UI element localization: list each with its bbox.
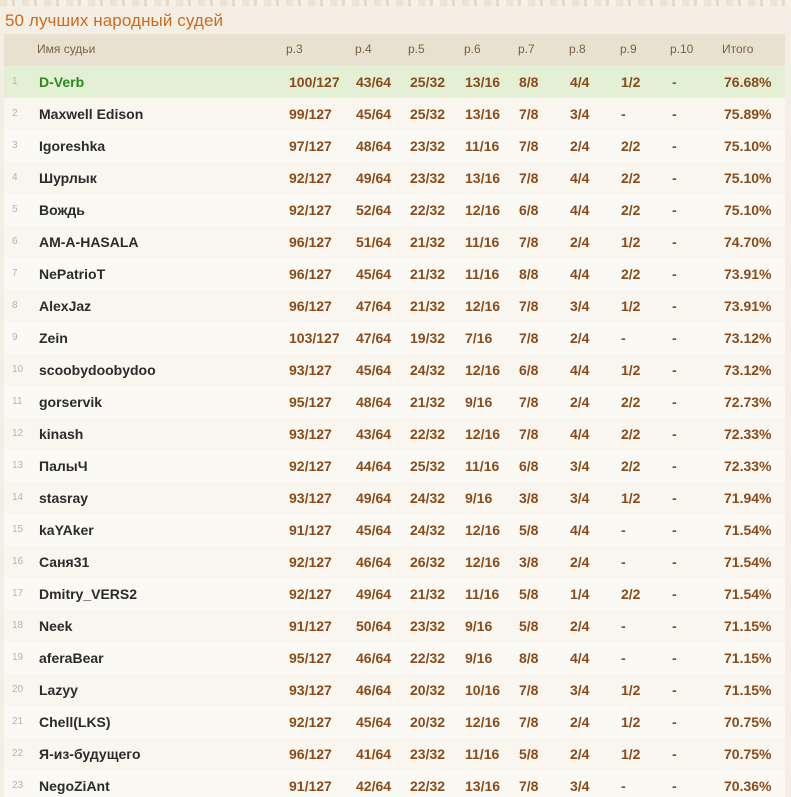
judge-name[interactable]: Chell(LKS) bbox=[39, 714, 111, 730]
round-6-score: 12/16 bbox=[465, 554, 501, 570]
judge-name[interactable]: Maxwell Edison bbox=[39, 106, 144, 122]
judge-name[interactable]: gorservik bbox=[39, 394, 103, 410]
total-percent: 70.75% bbox=[724, 746, 772, 762]
round-9-score: - bbox=[621, 650, 626, 666]
round-3-score: 92/127 bbox=[289, 458, 332, 474]
total-percent: 73.91% bbox=[724, 298, 772, 314]
total-percent: 75.10% bbox=[724, 138, 772, 154]
round-9-score: 2/2 bbox=[621, 138, 641, 154]
round-8-score: 4/4 bbox=[570, 266, 590, 282]
round-4-score: 45/64 bbox=[356, 266, 392, 282]
header-round-6: р.6 bbox=[464, 42, 481, 56]
round-9-score: - bbox=[621, 778, 626, 794]
round-10-score: - bbox=[672, 330, 677, 346]
row-index: 11 bbox=[12, 396, 23, 407]
round-8-score: 2/4 bbox=[570, 138, 590, 154]
round-6-score: 11/16 bbox=[465, 138, 500, 154]
round-9-score: 2/2 bbox=[621, 202, 641, 218]
table-row bbox=[4, 322, 785, 354]
round-9-score: 1/2 bbox=[621, 362, 641, 378]
round-7-score: 7/8 bbox=[519, 682, 539, 698]
table-row bbox=[4, 386, 785, 418]
row-index: 2 bbox=[12, 108, 18, 119]
round-4-score: 42/64 bbox=[356, 778, 392, 794]
round-5-score: 22/32 bbox=[410, 650, 446, 666]
judge-name[interactable]: Вождь bbox=[39, 202, 85, 218]
round-8-score: 2/4 bbox=[570, 234, 590, 250]
table-body bbox=[4, 66, 785, 797]
round-3-score: 93/127 bbox=[289, 362, 332, 378]
row-index: 17 bbox=[12, 588, 24, 599]
round-8-score: 4/4 bbox=[570, 74, 590, 90]
row-index: 19 bbox=[12, 652, 24, 663]
round-6-score: 11/16 bbox=[465, 746, 500, 762]
row-index: 18 bbox=[12, 620, 24, 631]
round-8-score: 4/4 bbox=[570, 362, 590, 378]
total-percent: 73.12% bbox=[724, 330, 772, 346]
round-4-score: 44/64 bbox=[356, 458, 392, 474]
judge-name[interactable]: Lazyy bbox=[39, 682, 78, 698]
round-9-score: 1/2 bbox=[621, 74, 641, 90]
table-row bbox=[4, 610, 785, 642]
round-3-score: 96/127 bbox=[289, 298, 332, 314]
round-9-score: 2/2 bbox=[621, 458, 641, 474]
round-8-score: 2/4 bbox=[570, 330, 590, 346]
judge-name[interactable]: ПалыЧ bbox=[39, 458, 88, 474]
round-3-score: 91/127 bbox=[289, 618, 332, 634]
round-7-score: 7/8 bbox=[519, 394, 539, 410]
total-percent: 74.70% bbox=[724, 234, 772, 250]
round-7-score: 7/8 bbox=[519, 234, 539, 250]
row-index: 6 bbox=[12, 236, 18, 247]
round-10-score: - bbox=[672, 682, 677, 698]
round-5-score: 21/32 bbox=[410, 266, 446, 282]
total-percent: 70.36% bbox=[724, 778, 772, 794]
table-row bbox=[4, 354, 785, 386]
total-percent: 72.33% bbox=[724, 426, 772, 442]
row-index: 10 bbox=[12, 364, 24, 375]
round-6-score: 7/16 bbox=[465, 330, 493, 346]
round-4-score: 51/64 bbox=[356, 234, 392, 250]
round-9-score: - bbox=[621, 554, 626, 570]
round-6-score: 9/16 bbox=[465, 490, 493, 506]
round-6-score: 13/16 bbox=[465, 74, 501, 90]
round-4-score: 46/64 bbox=[356, 554, 392, 570]
round-10-score: - bbox=[672, 522, 677, 538]
judge-name[interactable]: Я-из-будущего bbox=[39, 746, 141, 762]
round-6-score: 10/16 bbox=[465, 682, 501, 698]
header-round-9: р.9 bbox=[620, 42, 637, 56]
round-8-score: 2/4 bbox=[570, 714, 590, 730]
round-6-score: 13/16 bbox=[465, 170, 501, 186]
round-9-score: 1/2 bbox=[621, 490, 641, 506]
round-6-score: 9/16 bbox=[465, 618, 493, 634]
table-row bbox=[4, 674, 785, 706]
round-3-score: 93/127 bbox=[289, 426, 332, 442]
round-9-score: 2/2 bbox=[621, 586, 641, 602]
judge-name[interactable]: D-Verb bbox=[39, 74, 85, 90]
round-5-score: 21/32 bbox=[410, 298, 446, 314]
round-8-score: 4/4 bbox=[570, 170, 590, 186]
round-4-score: 46/64 bbox=[356, 682, 392, 698]
round-5-score: 23/32 bbox=[410, 618, 446, 634]
round-6-score: 12/16 bbox=[465, 714, 501, 730]
round-5-score: 21/32 bbox=[410, 234, 446, 250]
round-9-score: 1/2 bbox=[621, 714, 641, 730]
table-row bbox=[4, 578, 785, 610]
round-3-score: 93/127 bbox=[289, 490, 332, 506]
round-8-score: 4/4 bbox=[570, 650, 590, 666]
round-8-score: 3/4 bbox=[570, 778, 590, 794]
round-5-score: 26/32 bbox=[410, 554, 446, 570]
round-5-score: 22/32 bbox=[410, 778, 446, 794]
table-row bbox=[4, 642, 785, 674]
round-3-score: 92/127 bbox=[289, 586, 332, 602]
total-percent: 75.10% bbox=[724, 170, 772, 186]
round-4-score: 45/64 bbox=[356, 106, 392, 122]
round-3-score: 99/127 bbox=[289, 106, 332, 122]
round-10-score: - bbox=[672, 778, 677, 794]
round-6-score: 13/16 bbox=[465, 778, 501, 794]
round-3-score: 92/127 bbox=[289, 202, 332, 218]
round-3-score: 92/127 bbox=[289, 714, 332, 730]
round-9-score: - bbox=[621, 330, 626, 346]
round-7-score: 3/8 bbox=[519, 554, 539, 570]
round-3-score: 96/127 bbox=[289, 266, 332, 282]
round-7-score: 7/8 bbox=[519, 714, 539, 730]
round-8-score: 3/4 bbox=[570, 298, 590, 314]
round-10-score: - bbox=[672, 266, 677, 282]
judge-name[interactable]: scoobydoobydoo bbox=[39, 362, 156, 378]
header-round-5: р.5 bbox=[408, 42, 425, 56]
round-10-score: - bbox=[672, 298, 677, 314]
table-row bbox=[4, 162, 785, 194]
round-7-score: 7/8 bbox=[519, 138, 539, 154]
decorative-top-band bbox=[0, 0, 791, 6]
row-index: 16 bbox=[12, 556, 24, 567]
round-3-score: 92/127 bbox=[289, 170, 332, 186]
round-5-score: 21/32 bbox=[410, 586, 446, 602]
row-index: 4 bbox=[12, 172, 18, 183]
round-8-score: 3/4 bbox=[570, 682, 590, 698]
total-percent: 73.91% bbox=[724, 266, 772, 282]
round-7-score: 8/8 bbox=[519, 266, 539, 282]
round-7-score: 5/8 bbox=[519, 522, 539, 538]
total-percent: 71.54% bbox=[724, 522, 772, 538]
table-row bbox=[4, 194, 785, 226]
round-7-score: 5/8 bbox=[519, 618, 539, 634]
round-5-score: 23/32 bbox=[410, 746, 446, 762]
round-9-score: 1/2 bbox=[621, 682, 641, 698]
round-10-score: - bbox=[672, 362, 677, 378]
round-10-score: - bbox=[672, 554, 677, 570]
round-9-score: 1/2 bbox=[621, 234, 641, 250]
round-10-score: - bbox=[672, 106, 677, 122]
round-5-score: 24/32 bbox=[410, 362, 446, 378]
round-10-score: - bbox=[672, 394, 677, 410]
round-10-score: - bbox=[672, 170, 677, 186]
round-3-score: 96/127 bbox=[289, 234, 332, 250]
round-7-score: 6/8 bbox=[519, 362, 539, 378]
row-index: 9 bbox=[12, 332, 18, 343]
round-4-score: 49/64 bbox=[356, 586, 392, 602]
row-index: 20 bbox=[12, 684, 24, 695]
round-4-score: 48/64 bbox=[356, 138, 392, 154]
round-4-score: 49/64 bbox=[356, 170, 392, 186]
round-4-score: 48/64 bbox=[356, 394, 392, 410]
round-5-score: 23/32 bbox=[410, 170, 446, 186]
total-percent: 71.94% bbox=[724, 490, 772, 506]
header-round-10: р.10 bbox=[670, 42, 694, 56]
round-10-score: - bbox=[672, 746, 677, 762]
round-3-score: 95/127 bbox=[289, 650, 332, 666]
total-percent: 75.10% bbox=[724, 202, 772, 218]
header-round-7: р.7 bbox=[518, 42, 535, 56]
table-row bbox=[4, 450, 785, 482]
table-row bbox=[4, 482, 785, 514]
round-9-score: 1/2 bbox=[621, 746, 641, 762]
round-8-score: 4/4 bbox=[570, 202, 590, 218]
round-7-score: 5/8 bbox=[519, 586, 539, 602]
judge-name[interactable]: Dmitry_VERS2 bbox=[39, 586, 138, 602]
round-10-score: - bbox=[672, 234, 677, 250]
round-3-score: 91/127 bbox=[289, 522, 332, 538]
round-9-score: 2/2 bbox=[621, 266, 641, 282]
round-8-score: 2/4 bbox=[570, 394, 590, 410]
table-row bbox=[4, 418, 785, 450]
round-6-score: 11/16 bbox=[465, 586, 500, 602]
round-3-score: 103/127 bbox=[289, 330, 340, 346]
round-8-score: 4/4 bbox=[570, 426, 590, 442]
round-10-score: - bbox=[672, 202, 677, 218]
round-9-score: - bbox=[621, 618, 626, 634]
judge-name[interactable]: kaYAker bbox=[39, 522, 94, 538]
round-7-score: 6/8 bbox=[519, 202, 539, 218]
round-10-score: - bbox=[672, 586, 677, 602]
round-10-score: - bbox=[672, 650, 677, 666]
round-7-score: 7/8 bbox=[519, 330, 539, 346]
round-7-score: 7/8 bbox=[519, 106, 539, 122]
table-row bbox=[4, 226, 785, 258]
round-9-score: 1/2 bbox=[621, 298, 641, 314]
round-10-score: - bbox=[672, 458, 677, 474]
total-percent: 71.54% bbox=[724, 586, 772, 602]
row-index: 13 bbox=[12, 460, 24, 471]
row-index: 1 bbox=[12, 76, 18, 87]
header-round-4: р.4 bbox=[355, 42, 372, 56]
round-4-score: 47/64 bbox=[356, 330, 392, 346]
round-9-score: 2/2 bbox=[621, 170, 641, 186]
row-index: 21 bbox=[12, 716, 24, 727]
judge-name[interactable]: Шурлык bbox=[39, 170, 97, 186]
round-10-score: - bbox=[672, 490, 677, 506]
header-round-8: р.8 bbox=[569, 42, 586, 56]
judges-table bbox=[4, 34, 785, 797]
page-title: 50 лучших народный судей bbox=[5, 11, 224, 30]
table-row bbox=[4, 66, 785, 98]
table-row bbox=[4, 738, 785, 770]
round-9-score: - bbox=[621, 106, 626, 122]
round-4-score: 49/64 bbox=[356, 490, 392, 506]
round-5-score: 23/32 bbox=[410, 138, 446, 154]
round-4-score: 43/64 bbox=[356, 426, 392, 442]
round-7-score: 3/8 bbox=[519, 490, 539, 506]
round-3-score: 92/127 bbox=[289, 554, 332, 570]
round-5-score: 20/32 bbox=[410, 714, 446, 730]
round-4-score: 45/64 bbox=[356, 362, 392, 378]
judge-name[interactable]: NegoZiAnt bbox=[39, 778, 110, 794]
total-percent: 71.15% bbox=[724, 618, 772, 634]
round-5-score: 25/32 bbox=[410, 458, 446, 474]
round-7-score: 7/8 bbox=[519, 298, 539, 314]
row-index: 8 bbox=[12, 300, 18, 311]
total-percent: 76.68% bbox=[724, 74, 772, 90]
round-3-score: 100/127 bbox=[289, 74, 340, 90]
row-index: 5 bbox=[12, 204, 18, 215]
total-percent: 71.54% bbox=[724, 554, 772, 570]
table-header bbox=[4, 34, 785, 66]
judge-name[interactable]: Neek bbox=[39, 618, 73, 634]
round-10-score: - bbox=[672, 138, 677, 154]
round-5-score: 25/32 bbox=[410, 74, 446, 90]
round-10-score: - bbox=[672, 714, 677, 730]
round-4-score: 41/64 bbox=[356, 746, 392, 762]
round-5-score: 24/32 bbox=[410, 490, 446, 506]
round-10-score: - bbox=[672, 618, 677, 634]
judge-name[interactable]: AlexJaz bbox=[39, 298, 92, 314]
table-row bbox=[4, 258, 785, 290]
row-index: 22 bbox=[12, 748, 24, 759]
table-row bbox=[4, 706, 785, 738]
total-percent: 71.15% bbox=[724, 682, 772, 698]
table-row bbox=[4, 514, 785, 546]
round-10-score: - bbox=[672, 74, 677, 90]
round-7-score: 8/8 bbox=[519, 650, 539, 666]
round-7-score: 6/8 bbox=[519, 458, 539, 474]
round-3-score: 96/127 bbox=[289, 746, 332, 762]
row-index: 23 bbox=[12, 780, 24, 791]
round-6-score: 12/16 bbox=[465, 522, 501, 538]
round-5-score: 19/32 bbox=[410, 330, 446, 346]
judge-name[interactable]: kinash bbox=[39, 426, 84, 442]
judge-name[interactable]: Саня31 bbox=[39, 554, 90, 570]
round-6-score: 12/16 bbox=[465, 202, 501, 218]
row-index: 15 bbox=[12, 524, 24, 535]
judge-name[interactable]: aferaBear bbox=[39, 650, 104, 666]
round-10-score: - bbox=[672, 426, 677, 442]
round-6-score: 13/16 bbox=[465, 106, 501, 122]
total-percent: 72.73% bbox=[724, 394, 772, 410]
total-percent: 72.33% bbox=[724, 458, 772, 474]
round-4-score: 50/64 bbox=[356, 618, 392, 634]
round-3-score: 97/127 bbox=[289, 138, 332, 154]
round-7-score: 7/8 bbox=[519, 426, 539, 442]
round-6-score: 12/16 bbox=[465, 426, 501, 442]
header-name: Имя судьи bbox=[37, 42, 96, 56]
total-percent: 71.15% bbox=[724, 650, 772, 666]
round-8-score: 2/4 bbox=[570, 554, 590, 570]
round-5-score: 20/32 bbox=[410, 682, 446, 698]
round-4-score: 45/64 bbox=[356, 522, 392, 538]
round-8-score: 4/4 bbox=[570, 522, 590, 538]
total-percent: 73.12% bbox=[724, 362, 772, 378]
round-8-score: 2/4 bbox=[570, 618, 590, 634]
judge-name[interactable]: Zein bbox=[39, 330, 68, 346]
round-4-score: 47/64 bbox=[356, 298, 392, 314]
total-percent: 70.75% bbox=[724, 714, 772, 730]
round-5-score: 25/32 bbox=[410, 106, 446, 122]
row-index: 12 bbox=[12, 428, 24, 439]
table-row bbox=[4, 98, 785, 130]
round-6-score: 9/16 bbox=[465, 394, 493, 410]
round-6-score: 11/16 bbox=[465, 266, 500, 282]
row-index: 14 bbox=[12, 492, 24, 503]
round-9-score: 2/2 bbox=[621, 394, 641, 410]
round-9-score: - bbox=[621, 522, 626, 538]
round-8-score: 2/4 bbox=[570, 746, 590, 762]
round-4-score: 43/64 bbox=[356, 74, 392, 90]
round-4-score: 46/64 bbox=[356, 650, 392, 666]
table-row bbox=[4, 770, 785, 797]
round-6-score: 9/16 bbox=[465, 650, 493, 666]
round-6-score: 11/16 bbox=[465, 458, 500, 474]
round-5-score: 24/32 bbox=[410, 522, 446, 538]
round-3-score: 93/127 bbox=[289, 682, 332, 698]
judge-name[interactable]: Igoreshka bbox=[39, 138, 106, 154]
round-8-score: 1/4 bbox=[570, 586, 590, 602]
round-3-score: 95/127 bbox=[289, 394, 332, 410]
round-8-score: 3/4 bbox=[570, 490, 590, 506]
round-6-score: 12/16 bbox=[465, 298, 501, 314]
round-5-score: 21/32 bbox=[410, 394, 446, 410]
round-8-score: 3/4 bbox=[570, 458, 590, 474]
round-3-score: 91/127 bbox=[289, 778, 332, 794]
header-round-3: р.3 bbox=[286, 42, 303, 56]
table-row bbox=[4, 290, 785, 322]
round-9-score: 2/2 bbox=[621, 426, 641, 442]
round-7-score: 7/8 bbox=[519, 778, 539, 794]
round-5-score: 22/32 bbox=[410, 202, 446, 218]
round-7-score: 8/8 bbox=[519, 74, 539, 90]
total-percent: 75.89% bbox=[724, 106, 772, 122]
round-6-score: 11/16 bbox=[465, 234, 500, 250]
round-7-score: 5/8 bbox=[519, 746, 539, 762]
judge-name[interactable]: NePatrioT bbox=[39, 266, 106, 282]
row-index: 7 bbox=[12, 268, 18, 279]
round-5-score: 22/32 bbox=[410, 426, 446, 442]
row-index: 3 bbox=[12, 140, 18, 151]
table-row bbox=[4, 546, 785, 578]
judge-name[interactable]: AM-A-HASALA bbox=[39, 234, 139, 250]
round-4-score: 45/64 bbox=[356, 714, 392, 730]
round-6-score: 12/16 bbox=[465, 362, 501, 378]
table-row bbox=[4, 130, 785, 162]
round-4-score: 52/64 bbox=[356, 202, 392, 218]
round-7-score: 7/8 bbox=[519, 170, 539, 186]
judge-name[interactable]: stasray bbox=[39, 490, 89, 506]
header-total: Итого bbox=[722, 42, 754, 56]
round-8-score: 3/4 bbox=[570, 106, 590, 122]
